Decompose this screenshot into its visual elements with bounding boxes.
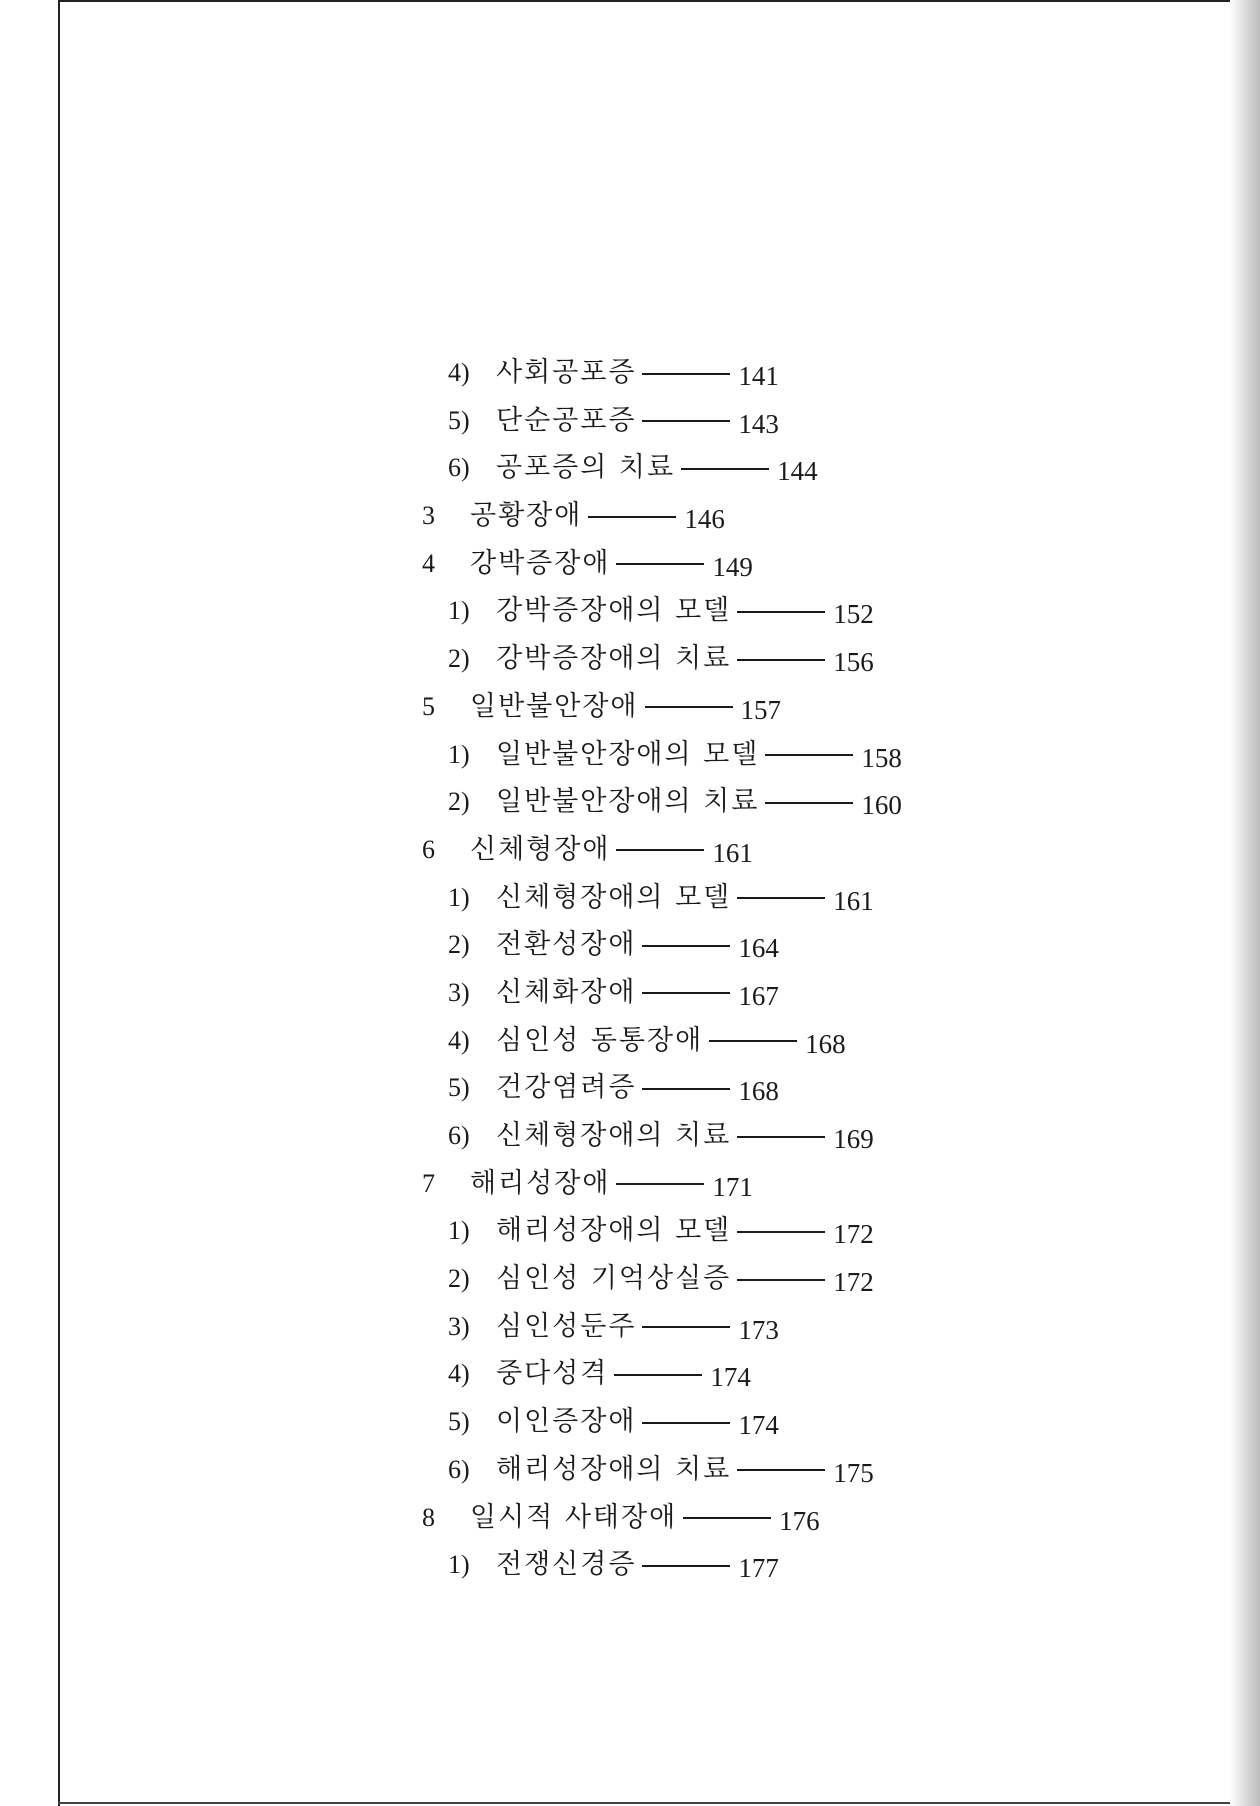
- entry-number: 1): [448, 882, 470, 912]
- leader-dash: [765, 802, 853, 804]
- toc-subsection-entry: [0, 349, 1200, 397]
- entry-number: 1): [448, 596, 470, 626]
- leader-dash: [616, 563, 704, 565]
- entry-title: 중다성격: [496, 1358, 609, 1390]
- entry-page-number: 156: [833, 647, 874, 678]
- toc-subsection-entry: [0, 778, 1200, 826]
- page-top-edge: [58, 0, 1260, 2]
- leader-dash: [737, 1469, 825, 1471]
- leader-dash: [737, 1231, 825, 1233]
- toc-subsection-entry: [0, 1017, 1200, 1065]
- entry-number: 6: [422, 834, 435, 864]
- table-of-contents: [0, 349, 1200, 1589]
- toc-section-entry: [0, 683, 1200, 731]
- leader-dash: [616, 1183, 704, 1185]
- entry-page-number: 161: [712, 837, 753, 868]
- leader-dash: [737, 1279, 825, 1281]
- leader-dash: [737, 897, 825, 899]
- entry-page-number: 174: [738, 1410, 779, 1441]
- leader-dash: [737, 611, 825, 613]
- leader-dash: [642, 420, 730, 422]
- leader-dash: [588, 516, 676, 518]
- entry-number: 3: [422, 501, 435, 531]
- entry-title: 전쟁신경증: [496, 1549, 637, 1581]
- entry-number: 4): [448, 358, 470, 387]
- entry-title: 일반불안장애의 모델: [496, 738, 760, 770]
- toc-subsection-entry: [0, 1255, 1200, 1303]
- toc-subsection-entry: [0, 1207, 1200, 1255]
- entry-number: 5): [448, 1407, 470, 1437]
- entry-title: 이인증장애: [496, 1406, 637, 1438]
- entry-title: 해리성장애의 모델: [496, 1215, 732, 1247]
- entry-number: 2): [448, 644, 470, 674]
- entry-number: 6): [448, 1454, 470, 1484]
- toc-section-entry: [0, 826, 1200, 874]
- entry-title: 신체화장애: [496, 976, 637, 1008]
- entry-page-number: 168: [805, 1028, 846, 1059]
- entry-number: 2): [448, 787, 470, 817]
- entry-page-number: 157: [740, 694, 781, 725]
- entry-title: 심인성 동통장애: [496, 1024, 704, 1056]
- entry-title: 강박증장애: [470, 547, 611, 579]
- entry-page-number: 168: [738, 1076, 779, 1107]
- entry-title: 강박증장애의 모델: [496, 595, 732, 627]
- entry-page-number: 167: [738, 980, 779, 1011]
- entry-page-number: 160: [861, 790, 902, 821]
- toc-subsection-entry: [0, 1541, 1200, 1589]
- entry-number: 1): [448, 739, 470, 769]
- entry-number: 2): [448, 930, 470, 960]
- entry-page-number: 149: [712, 551, 753, 582]
- toc-section-entry: [0, 1494, 1200, 1542]
- entry-title: 해리성장애: [470, 1167, 611, 1199]
- entry-number: 7: [422, 1168, 435, 1198]
- entry-number: 8: [422, 1502, 435, 1532]
- entry-title: 심인성 기억상실증: [496, 1263, 732, 1295]
- entry-page-number: 172: [833, 1219, 874, 1250]
- entry-title: 신체형장애: [470, 833, 611, 865]
- leader-dash: [683, 1517, 771, 1519]
- entry-number: 3): [448, 1311, 470, 1341]
- entry-number: 1): [448, 1216, 470, 1246]
- leader-dash: [642, 1326, 730, 1328]
- entry-page-number: 171: [712, 1171, 753, 1202]
- toc-subsection-entry: [0, 1350, 1200, 1398]
- entry-number: 5): [448, 1073, 470, 1103]
- entry-page-number: 146: [684, 504, 725, 535]
- entry-title: 일반불안장애의 치료: [496, 786, 760, 818]
- entry-number: 6): [448, 1121, 470, 1150]
- entry-title: 일반불안장애: [470, 690, 639, 722]
- toc-subsection-entry: [0, 1446, 1200, 1494]
- entry-page-number: 158: [861, 742, 902, 773]
- entry-title: 사회공포증: [496, 357, 637, 388]
- entry-title: 강박증장애의 치료: [496, 643, 732, 675]
- entry-number: 4): [448, 1359, 470, 1389]
- leader-dash: [642, 945, 730, 947]
- entry-title: 건강염려증: [496, 1072, 637, 1104]
- leader-dash: [642, 373, 730, 375]
- toc-subsection-entry: [0, 1303, 1200, 1351]
- entry-title: 단순공포증: [496, 404, 637, 436]
- entry-page-number: 169: [833, 1124, 874, 1154]
- entry-page-number: 161: [833, 885, 874, 916]
- page-bottom-edge: [58, 1802, 1260, 1804]
- entry-title: 심인성둔주: [496, 1310, 637, 1342]
- entry-number: 4): [448, 1025, 470, 1055]
- entry-title: 공황장애: [470, 500, 583, 532]
- leader-dash: [616, 849, 704, 851]
- entry-title: 신체형장애의 모델: [496, 881, 732, 913]
- leader-dash: [737, 1136, 825, 1138]
- entry-page-number: 173: [738, 1314, 779, 1345]
- toc-section-entry: [0, 540, 1200, 588]
- toc-subsection-entry: [0, 969, 1200, 1017]
- entry-page-number: 152: [833, 599, 874, 630]
- toc-subsection-entry: [0, 1064, 1200, 1112]
- entry-page-number: 176: [779, 1505, 820, 1536]
- entry-page-number: 174: [710, 1362, 751, 1393]
- toc-subsection-entry: [0, 731, 1200, 779]
- entry-page-number: 172: [833, 1267, 874, 1298]
- entry-page-number: 143: [738, 408, 779, 439]
- entry-number: 2): [448, 1264, 470, 1294]
- leader-dash: [642, 1422, 730, 1424]
- toc-subsection-entry: [0, 444, 1200, 492]
- entry-title: 신체형장애의 치료: [496, 1120, 732, 1151]
- entry-number: 4: [422, 548, 435, 578]
- entry-title: 해리성장애의 치료: [496, 1453, 732, 1485]
- leader-dash: [642, 1088, 730, 1090]
- entry-page-number: 164: [738, 933, 779, 964]
- toc-subsection-entry: [0, 1112, 1200, 1160]
- toc-subsection-entry: [0, 635, 1200, 683]
- leader-dash: [709, 1040, 797, 1042]
- leader-dash: [642, 1565, 730, 1567]
- toc-subsection-entry: [0, 1398, 1200, 1446]
- entry-title: 일시적 사태장애: [470, 1501, 678, 1533]
- entry-page-number: 177: [738, 1553, 779, 1584]
- toc-section-entry: [0, 1160, 1200, 1208]
- entry-page-number: 175: [833, 1457, 874, 1488]
- leader-dash: [645, 706, 733, 708]
- entry-page-number: 141: [738, 361, 779, 391]
- entry-title: 공포증의 치료: [496, 452, 676, 484]
- entry-number: 1): [448, 1550, 470, 1580]
- toc-subsection-entry: [0, 874, 1200, 922]
- entry-page-number: 144: [777, 456, 818, 487]
- toc-section-entry: [0, 492, 1200, 540]
- leader-dash: [642, 992, 730, 994]
- entry-number: 3): [448, 977, 470, 1007]
- leader-dash: [765, 754, 853, 756]
- page-spine-shadow: [1230, 0, 1260, 1806]
- toc-subsection-entry: [0, 587, 1200, 635]
- leader-dash: [737, 659, 825, 661]
- leader-dash: [614, 1374, 702, 1376]
- toc-subsection-entry: [0, 921, 1200, 969]
- entry-number: 5): [448, 405, 470, 435]
- entry-number: 6): [448, 453, 470, 483]
- leader-dash: [681, 468, 769, 470]
- entry-number: 5: [422, 691, 435, 721]
- entry-title: 전환성장애: [496, 929, 637, 961]
- toc-subsection-entry: [0, 397, 1200, 445]
